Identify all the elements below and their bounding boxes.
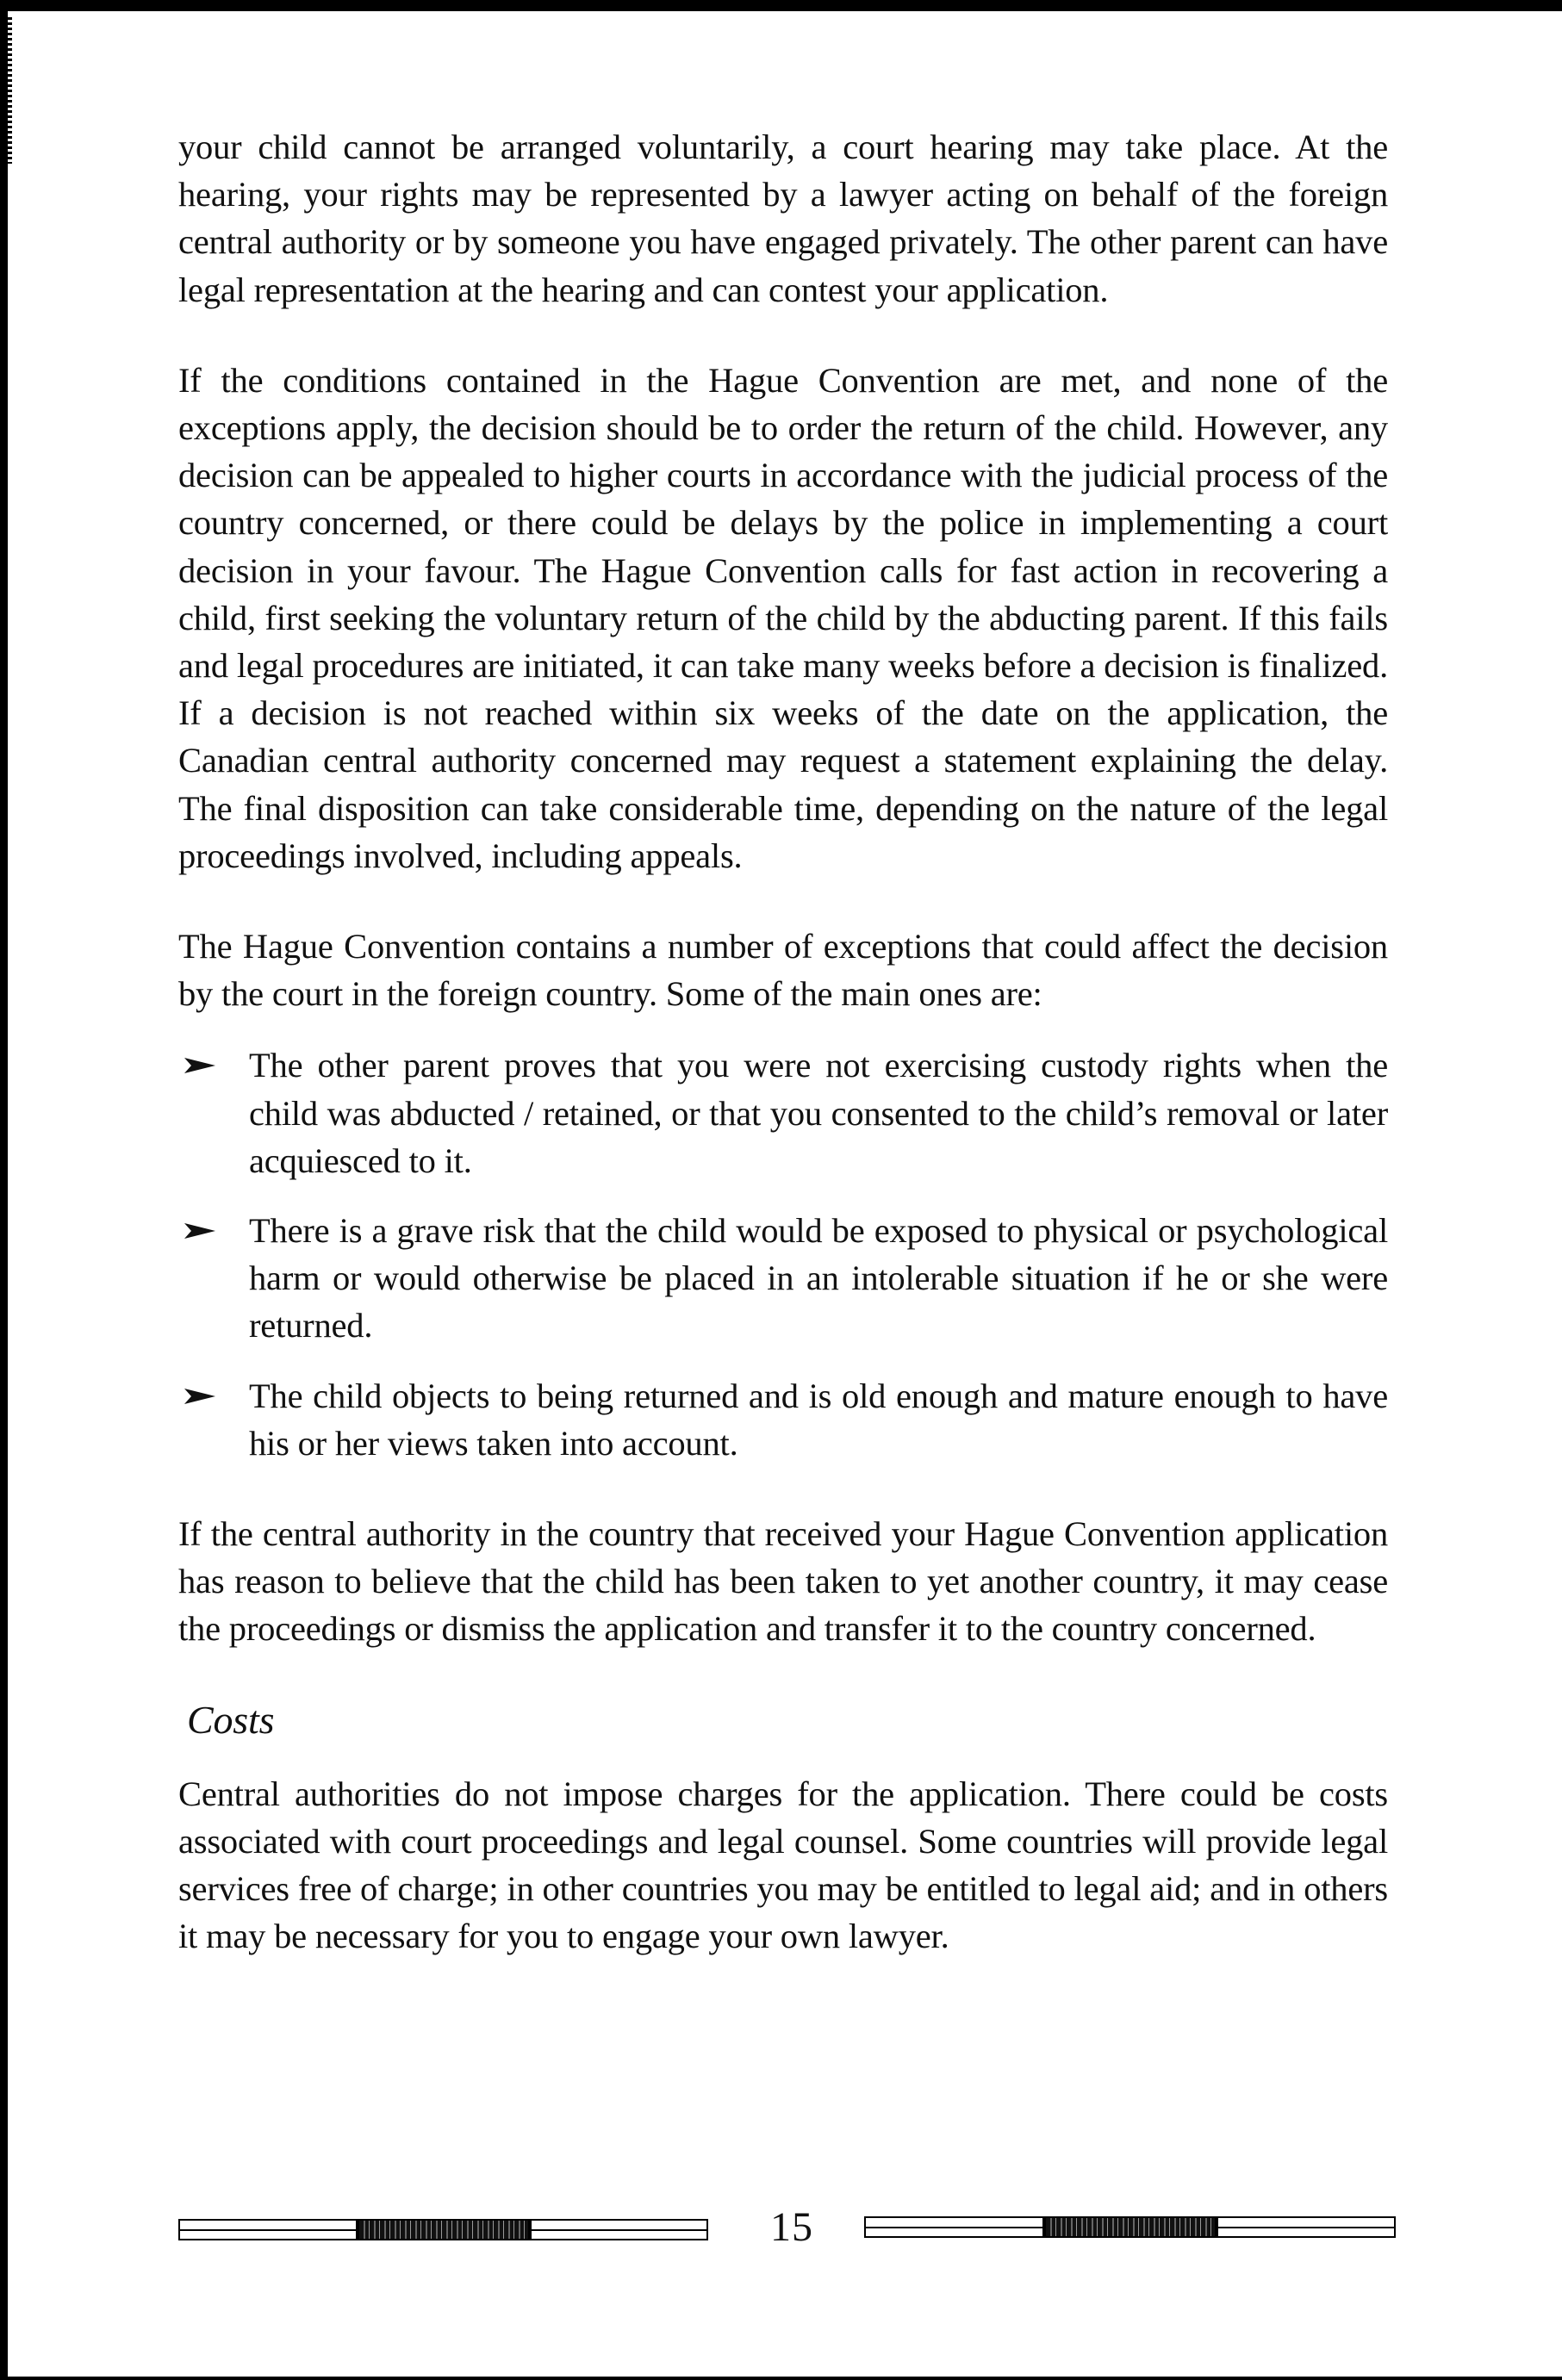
arrowhead-bullet-icon <box>184 1057 216 1074</box>
footer-rule <box>178 2219 358 2240</box>
footer-ornament-block <box>1044 2216 1217 2238</box>
list-item <box>178 1372 1388 1467</box>
arrowhead-bullet-icon <box>184 1388 216 1405</box>
page-footer <box>178 2204 1396 2250</box>
exception-text: There is a grave risk that the child would be exposed to physical or psychological harm or would otherwise be placed in an intolerable situation if he or she were returned. <box>249 1211 1388 1345</box>
paragraph-exceptions-intro: The Hague Convention contains a number of exceptions that could affect the decision by the court in the foreign country. Some of the main ones are: <box>178 927 1388 1014</box>
paragraph-court-hearing: your child cannot be arranged voluntarily, a court hearing may take place. At the hearing, your rights may be represented by a lawyer acting on behalf of the foreign central authority or by someone you have engaged privately. The other parent can have legal representation at the hearing and can contest your application. <box>178 127 1388 309</box>
scan-border-left <box>0 0 8 2380</box>
section-heading-costs: Costs <box>187 1697 275 1742</box>
paragraph-transfer: If the central authority in the country that received your Hague Convention application has reason to believe that the child has been taken to yet another country, it may cease the proceedings or dismiss the application and transfer it to the country concerned. <box>178 1514 1388 1649</box>
footer-ornament-right <box>864 2216 1396 2238</box>
paragraph-decision-process: If the conditions contained in the Hague Convention are met, and none of the exceptions apply, the decision should be to order the return of the child. However, any decision can be appealed to higher courts in accordance with the judicial process of the country concerned, or there could be delays by the police in implementing a court decision in your favour. The Hague Convention calls for fast action in recovering a child, first seeking the voluntary return of the child by the abducting parent. If this fails and legal procedures are initiated, it can take many weeks before a decision is finalized. If a decision is not reached within six weeks of the date on the application, the Canadian central authority concerned may request a statement explaining the delay. The final disposition can take considerable time, depending on the nature of the legal proceedings involved, including appeals. <box>178 360 1388 875</box>
footer-rule <box>530 2219 709 2240</box>
paragraph-costs: Central authorities do not impose charges for the application. There could be costs associated with court proceedings and legal counsel. Some countries will provide legal services free of charge; in other countries you may be entitled to legal aid; and in others it may be necessary for you to engage your own lawyer. <box>178 1774 1388 1956</box>
list-item <box>178 1207 1388 1350</box>
exception-text: The other parent proves that you were not exercising custody rights when the child was abducted / retained, or that you consented to the child’s removal or later acquiesced to it. <box>249 1046 1388 1180</box>
page-number: 15 <box>770 2204 813 2250</box>
arrowhead-bullet-icon <box>184 1222 216 1240</box>
page-body <box>178 123 1388 1961</box>
footer-rule <box>864 2216 1044 2238</box>
list-item <box>178 1041 1388 1184</box>
exceptions-list <box>178 1041 1388 1467</box>
footer-rule <box>1217 2216 1397 2238</box>
scan-border-bottom <box>0 2377 1562 2380</box>
scan-border-top <box>0 0 1562 11</box>
footer-ornament-left <box>178 2219 708 2240</box>
scan-binding-edge <box>8 17 12 164</box>
exception-text: The child objects to being returned and is old enough and mature enough to have his or her views taken into account. <box>249 1376 1388 1463</box>
footer-ornament-block <box>358 2219 530 2240</box>
